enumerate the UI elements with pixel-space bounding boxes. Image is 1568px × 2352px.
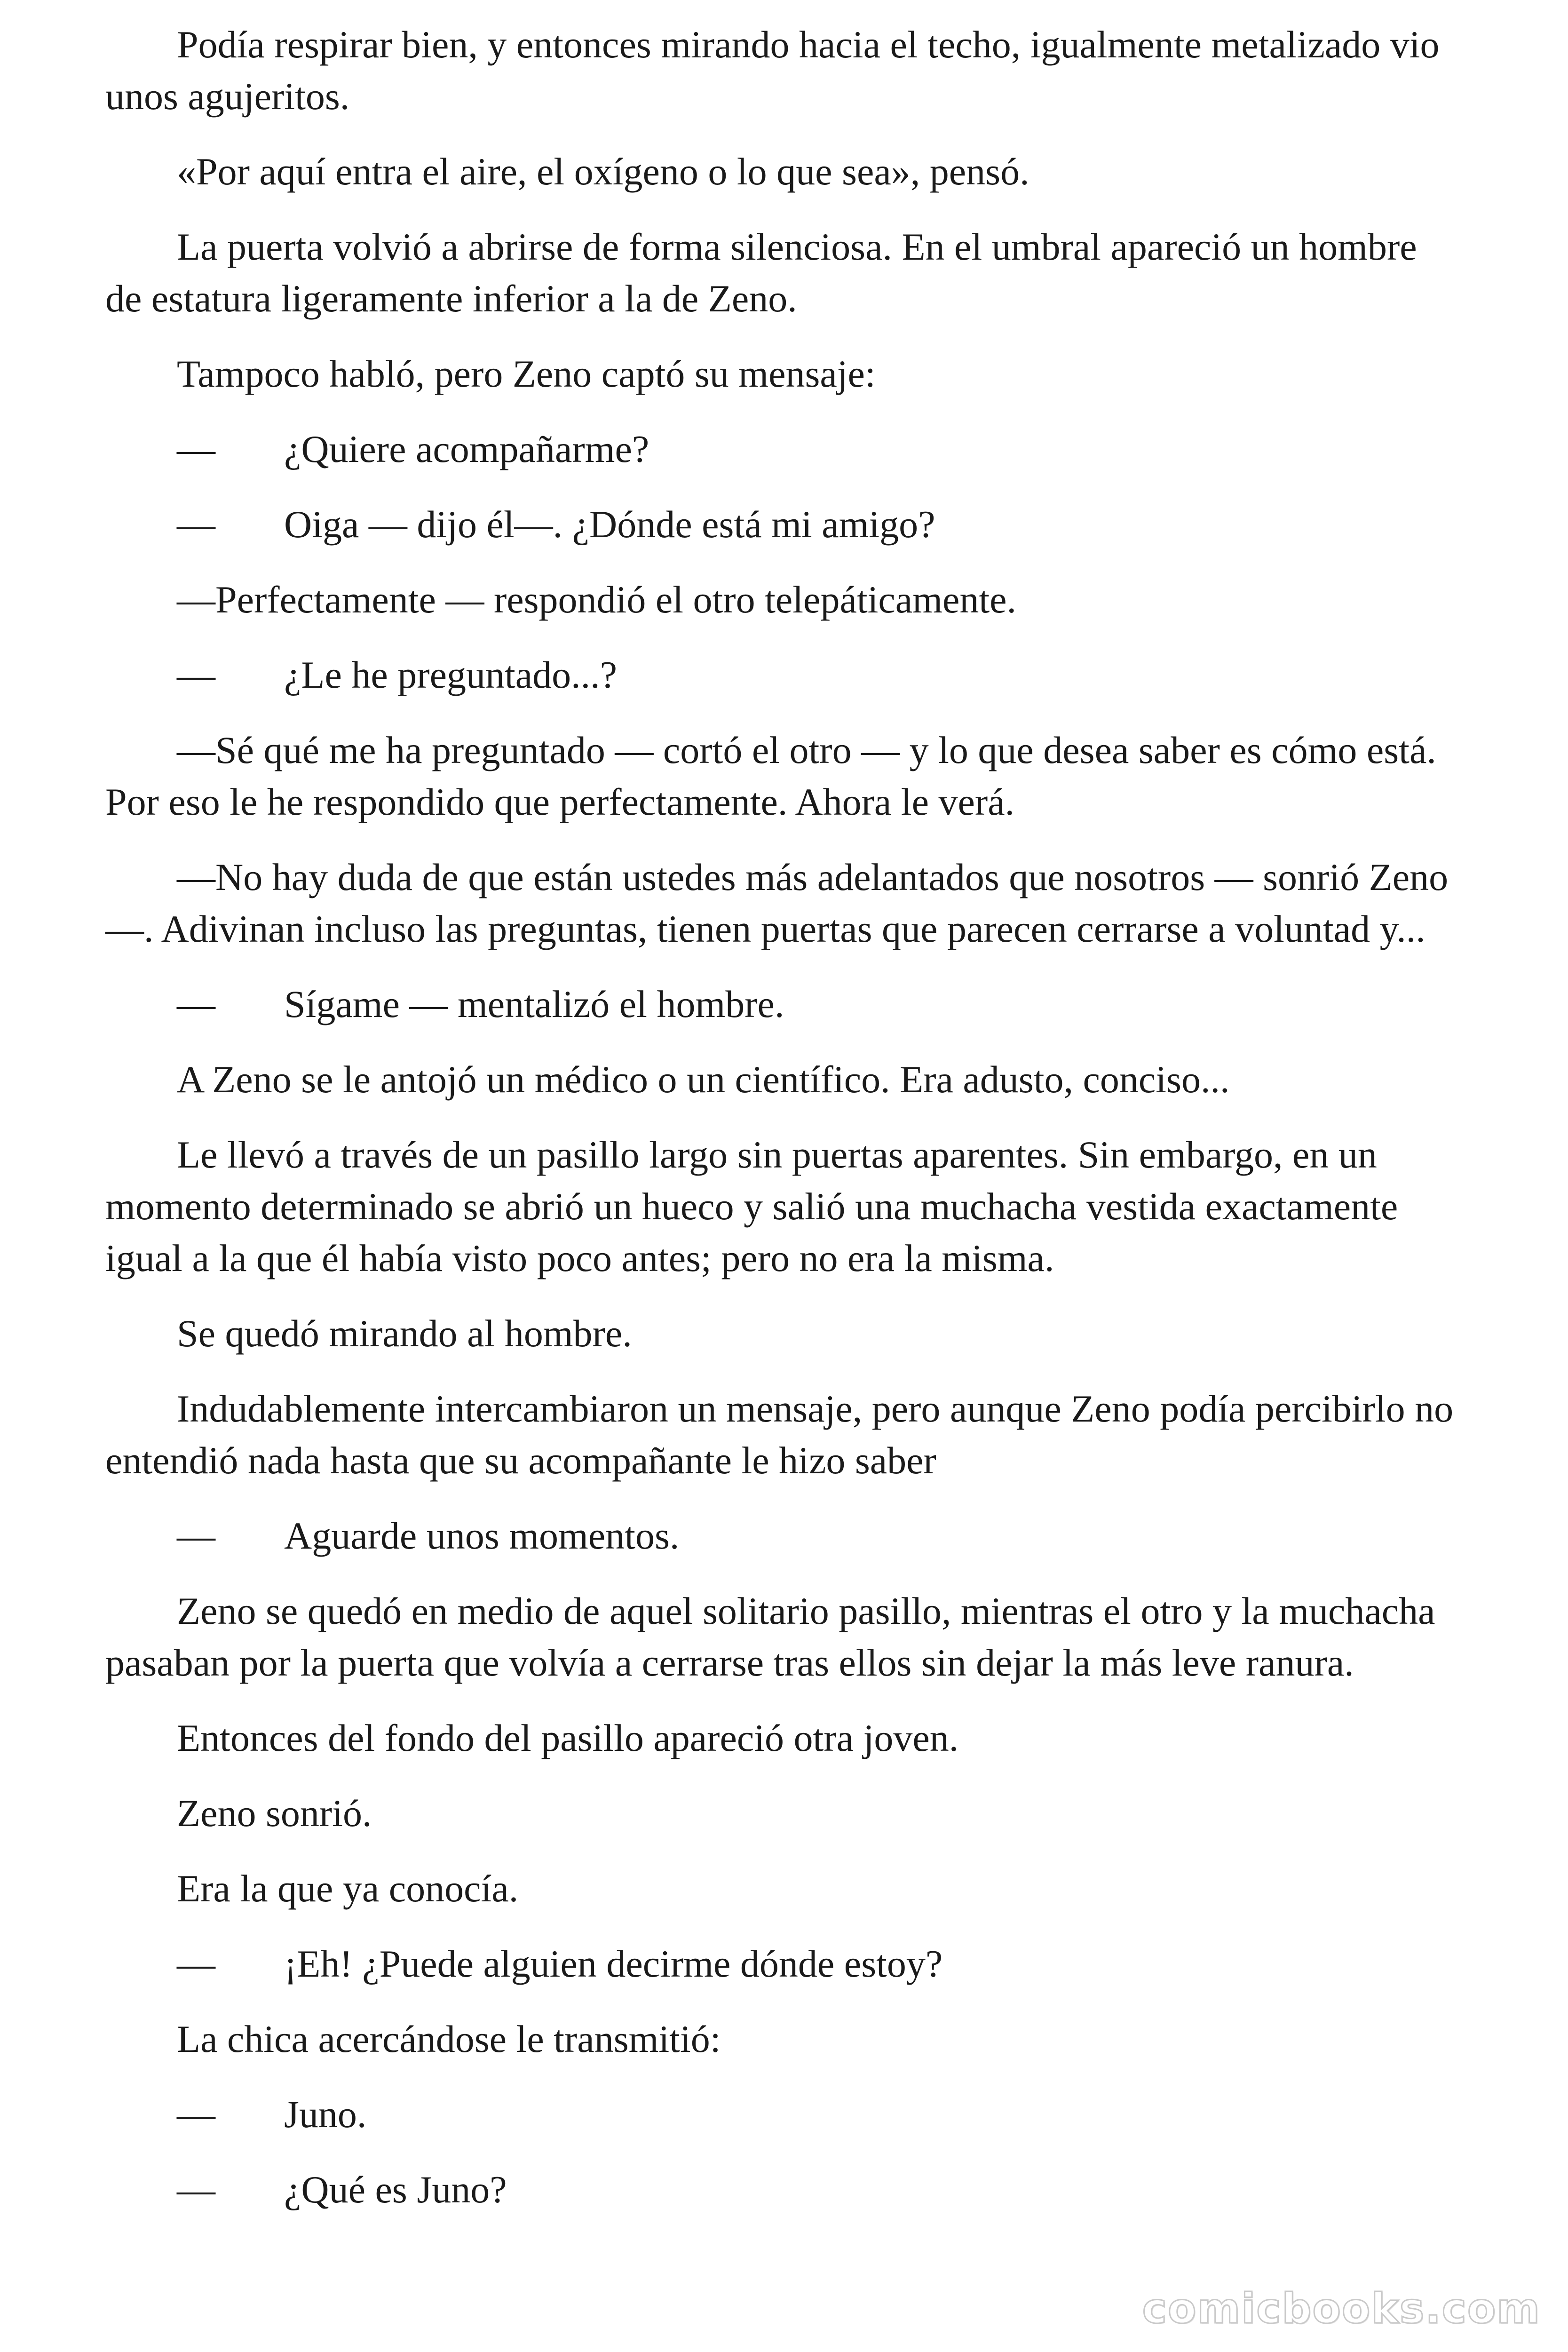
paragraph-2: «Por aquí entra el aire, el oxígeno o lo que sea», pensó.: [177, 150, 1029, 193]
dialogue-line-5: [105, 1510, 1463, 1562]
paragraph-13: Entonces del fondo del pasillo apareció otra joven.: [177, 1716, 959, 1759]
dialogue-dash: —: [177, 428, 215, 470]
dialogue-text: Aguarde unos momentos.: [284, 1514, 680, 1557]
dialogue-line-7: [105, 2089, 1463, 2140]
paragraph-14: Zeno sonrió.: [177, 1792, 372, 1835]
dialogue-dash: —: [177, 1942, 215, 1985]
paragraph-15: Era la que ya conocía.: [177, 1867, 519, 1910]
paragraph-12: Zeno se quedó en medio de aquel solitario pasillo, mientras el otro y la muchacha pasaban por la puerta que volvía a cerrarse tras ellos sin dejar la más leve ranura.: [105, 1589, 1435, 1684]
dialogue-line-8: [105, 2164, 1463, 2216]
dialogue-dash: —: [177, 2168, 215, 2211]
dialogue-text: ¿Le he preguntado...?: [284, 653, 618, 696]
paragraph-4: Tampoco habló, pero Zeno captó su mensaje:: [177, 352, 876, 395]
dialogue-line-1: [105, 423, 1463, 475]
dialogue-text: Oiga — dijo él—. ¿Dónde está mi amigo?: [284, 503, 935, 546]
dialogue-line-4: [105, 978, 1463, 1030]
dialogue-dash: —: [177, 1514, 215, 1557]
dialogue-line-3: [105, 649, 1463, 701]
paragraph-16: La chica acercándose le transmitió:: [177, 2018, 721, 2060]
paragraph-1: Podía respirar bien, y entonces mirando hacia el techo, igualmente metalizado vio unos agujeritos.: [105, 23, 1440, 118]
dialogue-text: ¿Quiere acompañarme?: [284, 428, 649, 470]
dialogue-dash: —: [177, 503, 215, 546]
paragraph-10: Se quedó mirando al hombre.: [177, 1312, 632, 1355]
dialogue-dash: —: [177, 983, 215, 1025]
dialogue-text: Sígame — mentalizó el hombre.: [284, 983, 784, 1025]
paragraph-8: A Zeno se le antojó un médico o un científico. Era adusto, conciso...: [177, 1058, 1230, 1101]
dialogue-line-6: [105, 1938, 1463, 1990]
paragraph-11: Indudablemente intercambiaron un mensaje, pero aunque Zeno podía percibirlo no entendió nada hasta que su acompañante le hizo saber: [105, 1387, 1454, 1482]
dialogue-text: ¿Qué es Juno?: [284, 2168, 507, 2211]
paragraph-6: —Sé qué me ha preguntado — cortó el otro — y lo que desea saber es cómo está. Por eso le he respondido que perfectamente. Ahora le verá.: [105, 729, 1436, 823]
watermark: comicbooks.com: [1142, 2284, 1541, 2333]
dialogue-dash: —: [177, 653, 215, 696]
paragraph-3: La puerta volvió a abrirse de forma silenciosa. En el umbral apareció un hombre de estatura ligeramente inferior a la de Zeno.: [105, 225, 1417, 320]
dialogue-text: Juno.: [284, 2093, 367, 2136]
dialogue-line-2: [105, 499, 1463, 550]
dialogue-dash: —: [177, 2093, 215, 2136]
paragraph-9: Le llevó a través de un pasillo largo sin puertas aparentes. Sin embargo, en un momento determinado se abrió un hueco y salió una muchacha vestida exactamente igual a la que él había visto poco antes; pero no era la misma.: [105, 1133, 1398, 1279]
dialogue-text: ¡Eh! ¿Puede alguien decirme dónde estoy?: [284, 1942, 943, 1985]
paragraph-5: —Perfectamente — respondió el otro telepáticamente.: [177, 578, 1017, 621]
book-page: [105, 19, 1463, 2239]
paragraph-7: —No hay duda de que están ustedes más adelantados que nosotros — sonrió Zeno —. Adivinan incluso las preguntas, tienen puertas que parecen cerrarse a voluntad y...: [105, 856, 1449, 950]
